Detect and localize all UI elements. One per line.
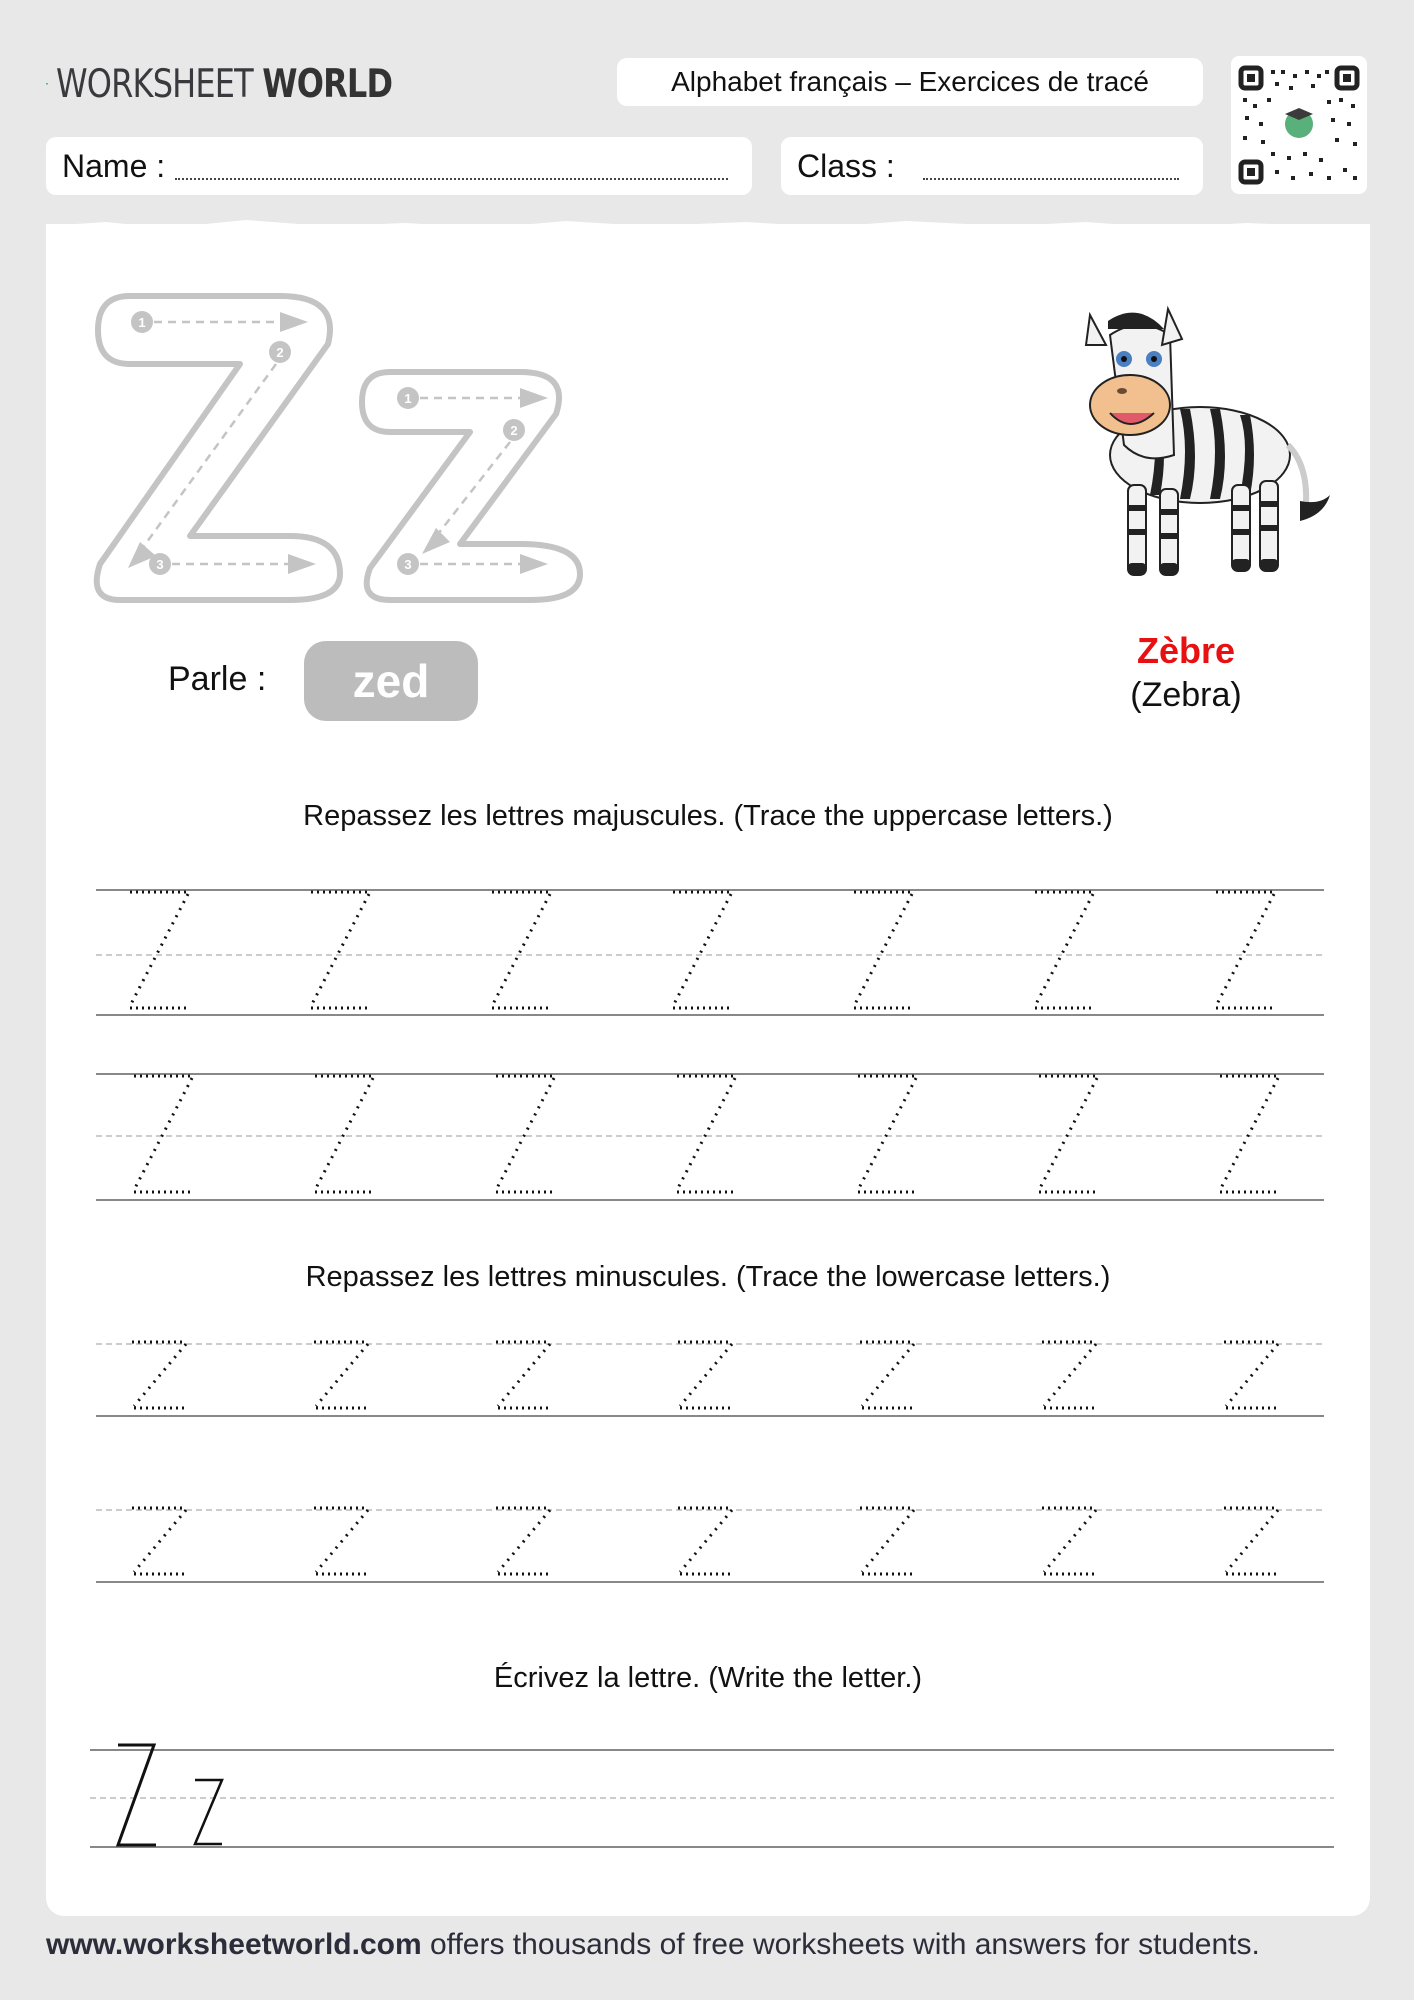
example-lowercase-z [195,1780,222,1844]
uppercase-instruction: Repassez les lettres majuscules. (Trace the uppercase letters.) [303,800,1113,832]
picture-word-english: (Zebra) [1130,676,1242,714]
stroke-order-letters [90,284,590,604]
brand-name: WORKSHEET WORLD [56,61,393,107]
name-input-line[interactable] [175,152,728,180]
name-field[interactable] [46,137,752,195]
lowercase-row-1[interactable] [96,1342,1324,1416]
lowercase-stroke-guide [362,372,580,600]
pronunciation-badge: zed [304,641,478,721]
svg-text:3: 3 [156,557,164,572]
lowercase-trace-area[interactable] [96,1336,1324,1596]
svg-text:1: 1 [138,315,146,330]
example-uppercase-z [118,1745,156,1845]
write-instruction: Écrivez la lettre. (Write the letter.) [493,1662,923,1694]
name-label: Name : [62,147,166,184]
svg-text:1: 1 [404,391,412,406]
qr-code-icon [1231,56,1367,194]
class-field[interactable] [781,137,1203,195]
footer-text: www.worksheetworld.com offers thousands of free worksheets with answers for students. [46,1928,1260,1961]
graduation-globe-pencil-icon [46,49,48,119]
uppercase-trace-area[interactable] [96,880,1324,1210]
uppercase-stroke-guide [97,296,340,600]
picture-word-french: Zèbre [1136,630,1236,671]
lowercase-row-2[interactable] [96,1508,1324,1582]
svg-text:3: 3 [404,557,412,572]
footer-site-link[interactable]: www.worksheetworld.com [46,1928,422,1961]
class-label: Class : [797,147,895,184]
write-practice-area[interactable] [90,1740,1334,1850]
worksheet-title: Alphabet français – Exercices de tracé [617,58,1203,106]
lowercase-instruction: Repassez les lettres minuscules. (Trace the lowercase letters.) [305,1261,1111,1293]
zebra-illustration [1050,305,1330,595]
svg-text:2: 2 [510,423,518,438]
svg-text:2: 2 [276,345,284,360]
brand-logo [46,46,466,122]
uppercase-row-1[interactable] [96,890,1324,1015]
uppercase-row-2[interactable] [96,1074,1324,1200]
parle-label: Parle : [168,660,267,698]
qr-code[interactable] [1231,56,1367,194]
class-input-line[interactable] [923,152,1179,180]
